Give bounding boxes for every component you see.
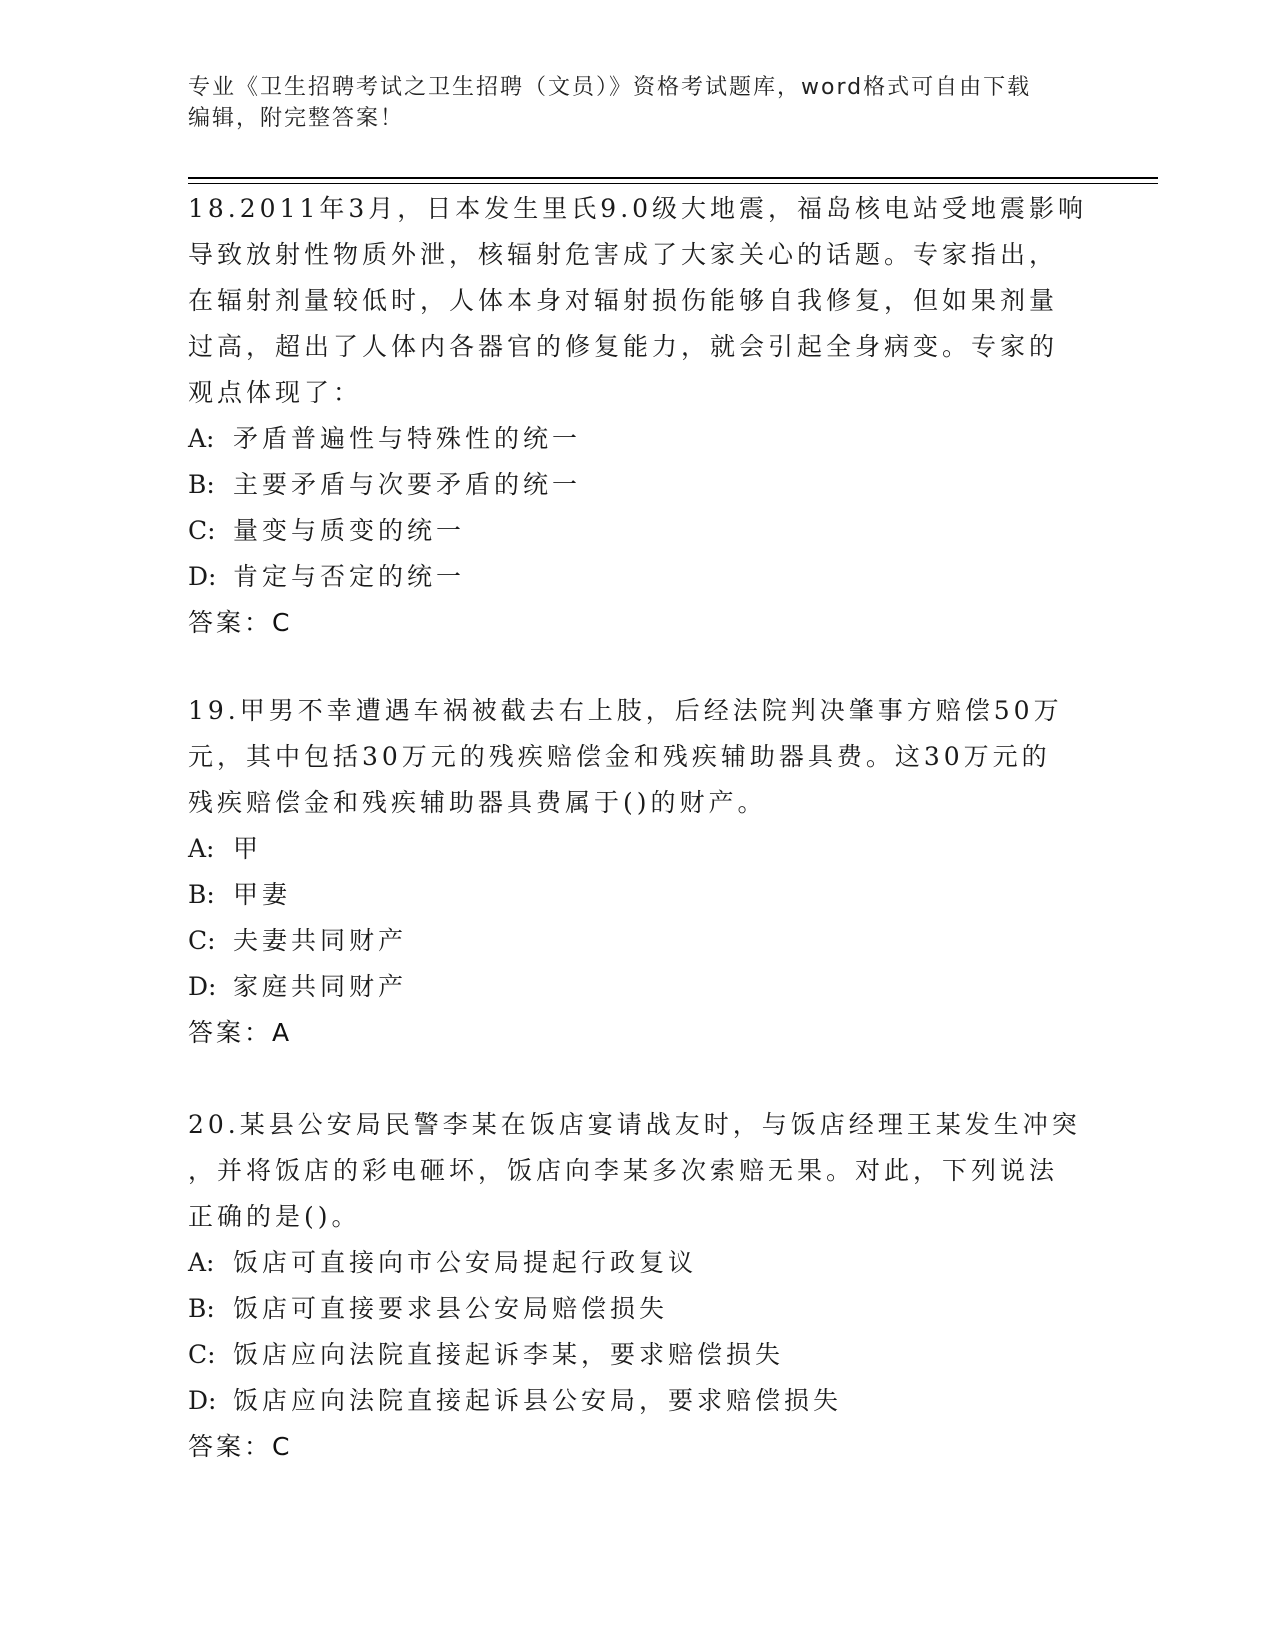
option-text: 矛盾普遍性与特殊性的统一 xyxy=(233,424,582,453)
answer-label: 答案：C xyxy=(188,608,293,637)
question-stem-line: 元，其中包括30万元的残疾赔偿金和残疾辅助器具费。这30万元的 xyxy=(188,742,1051,771)
option-letter: C: xyxy=(188,1340,216,1369)
option-text: 主要矛盾与次要矛盾的统一 xyxy=(233,470,582,499)
option-letter: A: xyxy=(188,424,215,453)
document-header xyxy=(188,72,1088,134)
question-stem-line: 在辐射剂量较低时，人体本身对辐射损伤能够自我修复，但如果剂量 xyxy=(188,286,1059,315)
option-d xyxy=(188,554,1088,600)
option-a xyxy=(188,416,1088,462)
question-stem-line: 20.某县公安局民警李某在饭店宴请战友时，与饭店经理王某发生冲突 xyxy=(188,1110,1081,1139)
question-stem-line: 18.2011年3月，日本发生里氏9.0级大地震，福岛核电站受地震影响 xyxy=(188,194,1088,223)
header-line-2: 编辑，附完整答案！ xyxy=(188,106,405,131)
question-stem-line: 观点体现了： xyxy=(188,378,363,407)
option-letter: A: xyxy=(188,1248,215,1277)
option-text: 家庭共同财产 xyxy=(233,972,408,1001)
option-text: 肯定与否定的统一 xyxy=(233,562,466,591)
question-stem-line: ，并将饭店的彩电砸坏，饭店向李某多次索赔无果。对此，下列说法 xyxy=(188,1156,1059,1185)
option-a xyxy=(188,1240,1088,1286)
question-stem-line: 残疾赔偿金和残疾辅助器具费属于()的财产。 xyxy=(188,788,767,817)
question-stem-line: 导致放射性物质外泄，核辐射危害成了大家关心的话题。专家指出， xyxy=(188,240,1059,269)
question-stem-line: 过高，超出了人体内各器官的修复能力，就会引起全身病变。专家的 xyxy=(188,332,1059,361)
option-letter: D: xyxy=(188,972,217,1001)
option-b xyxy=(188,872,1088,918)
option-letter: C: xyxy=(188,516,216,545)
option-c xyxy=(188,918,1088,964)
option-b xyxy=(188,1286,1088,1332)
option-letter: B: xyxy=(188,470,215,499)
option-c xyxy=(188,1332,1088,1378)
header-line-1: 专业《卫生招聘考试之卫生招聘（文员）》资格考试题库，word格式可自由下载 xyxy=(188,75,1032,100)
option-text: 饭店可直接要求县公安局赔偿损失 xyxy=(233,1294,669,1323)
option-text: 饭店应向法院直接起诉县公安局，要求赔偿损失 xyxy=(233,1386,843,1415)
option-d xyxy=(188,964,1088,1010)
option-text: 饭店应向法院直接起诉李某，要求赔偿损失 xyxy=(233,1340,785,1369)
option-text: 夫妻共同财产 xyxy=(233,926,408,955)
option-text: 甲 xyxy=(233,834,263,863)
header-rule-thin xyxy=(188,183,1158,184)
header-rule-thick xyxy=(188,177,1158,179)
answer-label: 答案：A xyxy=(188,1018,293,1047)
option-c xyxy=(188,508,1088,554)
option-d xyxy=(188,1378,1088,1424)
option-letter: D: xyxy=(188,1386,217,1415)
option-text: 甲妻 xyxy=(233,880,292,909)
option-letter: B: xyxy=(188,880,215,909)
option-text: 量变与质变的统一 xyxy=(233,516,466,545)
option-b xyxy=(188,462,1088,508)
option-letter: B: xyxy=(188,1294,215,1323)
option-a xyxy=(188,826,1088,872)
question-19 xyxy=(188,688,1088,1056)
option-text: 饭店可直接向市公安局提起行政复议 xyxy=(233,1248,698,1277)
question-stem-line: 正确的是()。 xyxy=(188,1202,361,1231)
question-stem-line: 19.甲男不幸遭遇车祸被截去右上肢，后经法院判决肇事方赔偿50万 xyxy=(188,696,1063,725)
answer-label: 答案：C xyxy=(188,1432,293,1461)
question-18 xyxy=(188,186,1088,646)
option-letter: A: xyxy=(188,834,215,863)
question-20 xyxy=(188,1102,1088,1470)
option-letter: D: xyxy=(188,562,217,591)
option-letter: C: xyxy=(188,926,216,955)
